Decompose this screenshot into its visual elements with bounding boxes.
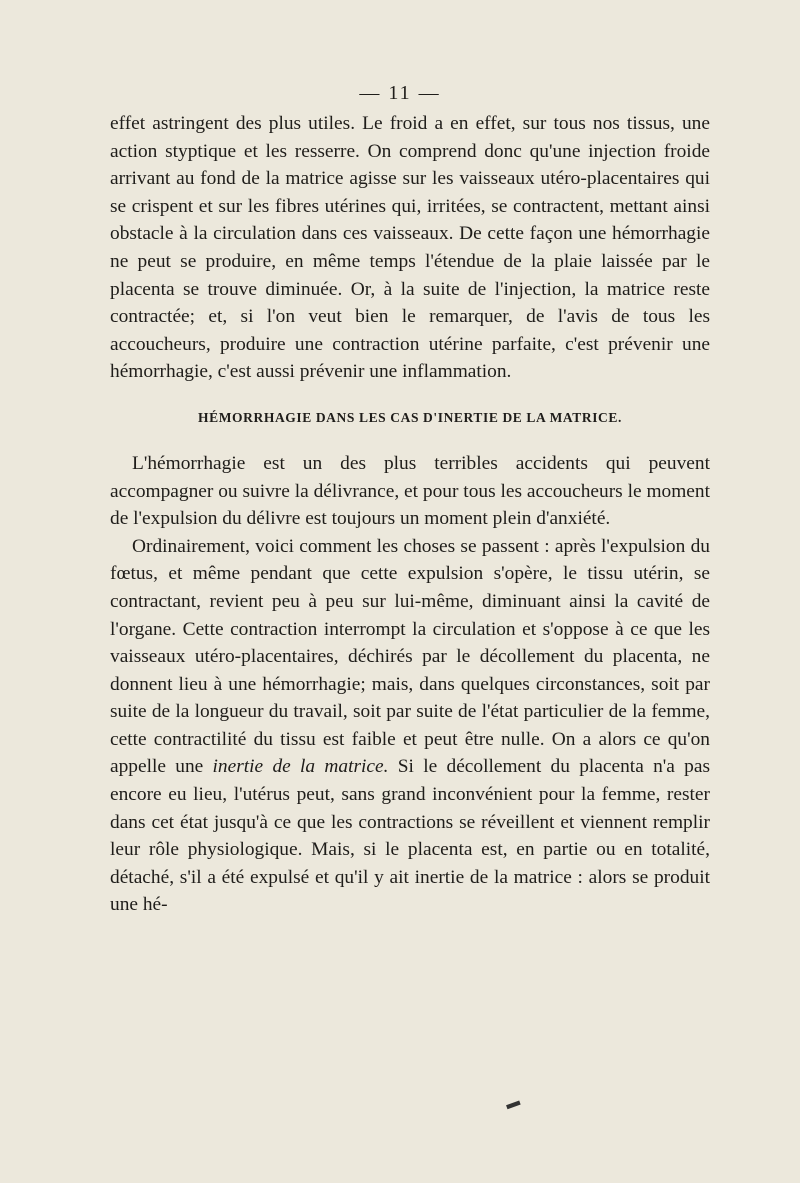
page-number: — 11 —: [359, 82, 441, 104]
paragraph-2: [110, 533, 710, 919]
ink-mark: ▬: [503, 1094, 522, 1113]
paragraph-intro: effet astringent des plus utiles. Le froid a en effet, sur tous nos tissus, une action styptique et les resserre. On comprend donc qu'une injection froide arrivant au fond de la matrice agisse sur les vaisseaux utéro-placentaires qui se crispent et sur les fibres utérines qui, irritées, se contractent, mettant ainsi obstacle à la circulation dans ces vaisseaux. De cette façon une hémorrhagie ne peut se produire, en même temps l'étendue de la plaie laissée par le placenta se trouve diminuée. Or, à la suite de l'injection, la matrice reste contractée; et, si l'on veut bien le remarquer, de l'avis de tous les accoucheurs, produire une contraction utérine parfaite, c'est prévenir une hémorrhagie, c'est aussi prévenir une inflammation.: [110, 113, 710, 383]
paragraph-1: L'hémorrhagie est un des plus terribles accidents qui peuvent accompagner ou suivre la délivrance, et pour tous les accoucheurs le moment de l'expulsion du délivre est toujours un moment plein d'anxiété.: [110, 452, 710, 530]
paragraph-2-part-b: Si le décollement du placenta n'a pas encore eu lieu, l'utérus peut, sans grand inconvénient pour la femme, rester dans cet état jusqu'à ce que les contractions se réveillent et viennent remplir leur rôle physiologique. Mais, si le placenta est, en partie ou en totalité, détaché, s'il a été expulsé et qu'il y ait inertie de la matrice : alors se produit une hé-: [110, 756, 711, 916]
section-heading: HÉMORRHAGIE DANS LES CAS D'INERTIE DE LA MATRICE.: [198, 409, 622, 425]
paragraph-2-part-a: Ordinairement, voici comment les choses se passent : après l'expulsion du fœtus, et même pendant que cette expulsion s'opère, le tissu utérin, se contractant, revient peu à peu sur lui-même, diminuant ainsi la cavité de l'organe. Cette contraction interrompt la circulation et s'oppose à ce que les vaisseaux utéro-placentaires, déchirés par le décollement du placenta, ne donnent lieu à une hémorrhagie; mais, dans quelques circonstances, soit par suite de la longueur du travail, soit par suite de l'état particulier de la femme, cette contractilité du tissu est faible et peut être nulle. On a alors ce qu'on appelle une: [110, 535, 710, 778]
text-body: [110, 110, 710, 919]
paragraph-2-emphasis: inertie de la matrice.: [212, 756, 389, 778]
